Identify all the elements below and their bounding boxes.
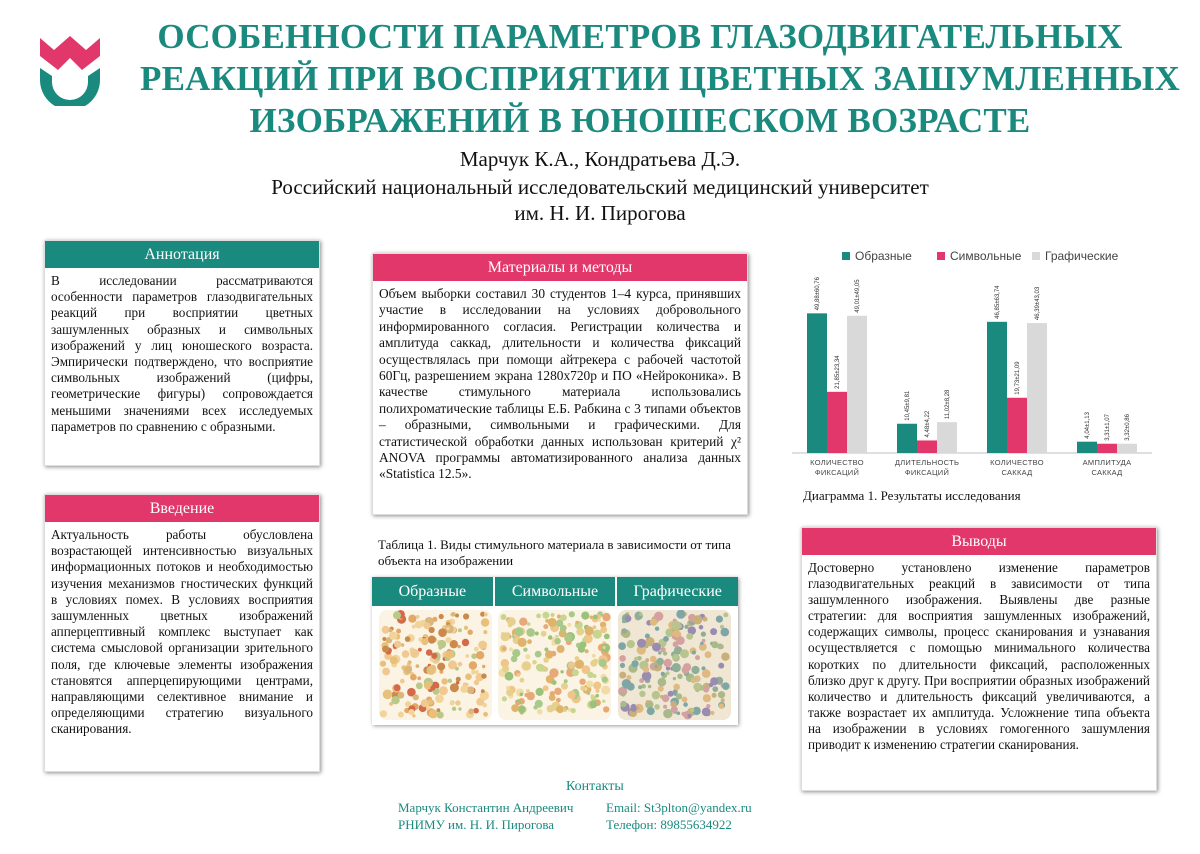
bar xyxy=(1097,444,1117,453)
authors: Марчук К.А., Кондратьева Д.Э. xyxy=(459,147,741,171)
results-chart xyxy=(772,245,1162,500)
bar xyxy=(1117,444,1137,453)
bar xyxy=(917,440,937,453)
data-label: 3,31±1,07 xyxy=(1105,414,1111,441)
pseudoisochromatic-plate-symbolic xyxy=(498,610,611,720)
intro-text: Актуальность работы обусловлена возрастающей интенсивностью визуальных информационных потоков и необходимостью изучения механизмов гностических функций в условиях помех. В условиях восприятия зашумленных цветных изображений апперцептивный комплекс выступает как система смысловой организации зрительного поля, где ключевые элементы изображения становятся апперцепирующими центрами, направляющими селективное внимание и определяющими стратегию визуального сканирования. xyxy=(51,527,313,737)
data-label: 49,01±49,05 xyxy=(855,279,861,313)
bar xyxy=(1027,323,1047,453)
poster-title xyxy=(140,16,1180,142)
data-label: 11,02±8,28 xyxy=(945,389,951,420)
category-label: КОЛИЧЕСТВО xyxy=(990,458,1044,467)
category-label: САККАД xyxy=(1091,468,1123,477)
category-label: САККАД xyxy=(1001,468,1033,477)
methods-section xyxy=(372,253,748,515)
data-label: 49,88±60,76 xyxy=(815,277,821,311)
category-label: КОЛИЧЕСТВО xyxy=(810,458,864,467)
annotation-header: Аннотация xyxy=(45,241,319,268)
intro-header: Введение xyxy=(45,495,319,522)
data-label: 21,85±23,34 xyxy=(835,355,841,389)
data-label: 46,39±43,03 xyxy=(1035,286,1041,321)
data-label: 3,32±0,86 xyxy=(1125,414,1131,441)
table-caption: Таблица 1. Виды стимульного материала в зависимости от типа объекта на изображении xyxy=(378,537,731,568)
table-column-header: Образные xyxy=(372,577,495,606)
methods-text: Объем выборки составил 30 студентов 1–4 курса, принявших участие в исследовании на условиях добровольного информированного согласия. Регистрации количества и амплитуда саккад, длительности и количества фиксаций осуществлялась при помощи айтрекера с рабочей частотой 60Гц, разрешением экрана 1280x720р и ПО «Нейроконика». В качестве стимульного материала использовались полихроматические таблицы Е.Б. Рабкина с 3 типами объектов – образными, символьными и графическими. Для статистической обработки данных использован критерий χ² ANOVA программы автоматизированного анализа данных «Statistica 12.5». xyxy=(379,286,741,482)
legend-item xyxy=(1032,249,1119,263)
contact-phone[interactable]: Телефон: 89855634922 xyxy=(606,817,732,832)
bar xyxy=(937,422,957,453)
svg-text:Графические: Графические xyxy=(1045,249,1119,263)
affiliation-line2: им. Н. И. Пирогова xyxy=(514,201,686,225)
contacts-header: Контакты xyxy=(566,779,624,794)
bar xyxy=(847,316,867,453)
conclusions-header: Выводы xyxy=(802,528,1156,555)
data-label: 46,85±63,74 xyxy=(995,285,1001,319)
pseudoisochromatic-plate-graphic xyxy=(618,610,731,720)
pseudoisochromatic-plate-figurative xyxy=(379,610,492,720)
chart-caption: Диаграмма 1. Результаты исследования xyxy=(803,488,1021,503)
data-label: 19,73±21,09 xyxy=(1015,361,1021,395)
annotation-section xyxy=(44,240,320,466)
category-label: ДЛИТЕЛЬНОСТЬ xyxy=(894,458,960,467)
bar xyxy=(987,322,1007,453)
title-line: ИЗОБРАЖЕНИЙ В ЮНОШЕСКОМ ВОЗРАСТЕ xyxy=(249,101,1031,140)
university-logo xyxy=(34,34,106,106)
contact-org: РНИМУ им. Н. И. Пирогова xyxy=(398,817,555,832)
svg-text:Образные: Образные xyxy=(855,249,912,263)
svg-text:Символьные: Символьные xyxy=(950,249,1022,263)
title-line: РЕАКЦИЙ ПРИ ВОСПРИЯТИИ ЦВЕТНЫХ ЗАШУМЛЕННЫХ xyxy=(140,59,1180,98)
category-label: АМПЛИТУДА xyxy=(1082,458,1132,467)
data-label: 4,04±1,13 xyxy=(1085,412,1091,439)
conclusions-text: Достоверно установлено изменение параметров глазодвигательных реакций в зависимости от типа зашумленного изображения. Выявлены две разные стратегии: для восприятия зашумленных изображений, содержащих символы, процесс сканирования и узнавания осуществляется с помощью минимального количества коротких по длительности фиксаций, расположенных близко друг к другу. При восприятии образных изображений количество и длительность фиксаций увеличиваются, а также возрастает их амплитуда. Усложнение типа объекта на изображении в условиях гомогенного зашумления приводит к изменению стратегии сканирования. xyxy=(808,560,1150,753)
conclusions-section xyxy=(801,527,1157,791)
category-label: ФИКСАЦИЙ xyxy=(814,468,860,477)
bar xyxy=(897,424,917,453)
affiliation-line1: Российский национальный исследовательский медицинский университет xyxy=(271,175,929,199)
intro-section xyxy=(44,494,320,772)
data-label: 4,48±4,22 xyxy=(925,410,931,438)
table-column-header: Графические xyxy=(633,583,722,600)
bar xyxy=(807,313,827,453)
title-line: ОСОБЕННОСТИ ПАРАМЕТРОВ ГЛАЗОДВИГАТЕЛЬНЫХ xyxy=(157,17,1123,56)
bar xyxy=(1077,442,1097,453)
table-column-header: Символьные xyxy=(495,577,618,606)
methods-header: Материалы и методы xyxy=(373,254,747,281)
annotation-text: В исследовании рассматриваются особенности параметров глазодвигательных реакций при восприятии цветных зашумленных образных и символьных изображений у лиц юношеского возраста. Эмпирически подтверждено, что восприятие символьных изображений (цифры, геометрические фигуры) сопровождается меньшими значениями всех исследуемых параметров по сравнению с образными. xyxy=(51,273,313,434)
contact-email[interactable]: Email: St3plton@yandex.ru xyxy=(606,800,752,815)
legend-item xyxy=(937,249,1022,263)
contact-name: Марчук Константин Андреевич xyxy=(398,800,574,815)
bar xyxy=(827,392,847,453)
data-label: 10,45±9,81 xyxy=(905,390,911,421)
legend-item xyxy=(842,249,912,263)
stimulus-table-header xyxy=(372,577,738,606)
category-label: ФИКСАЦИЙ xyxy=(904,468,950,477)
stimulus-table xyxy=(372,577,738,725)
bar xyxy=(1007,398,1027,453)
